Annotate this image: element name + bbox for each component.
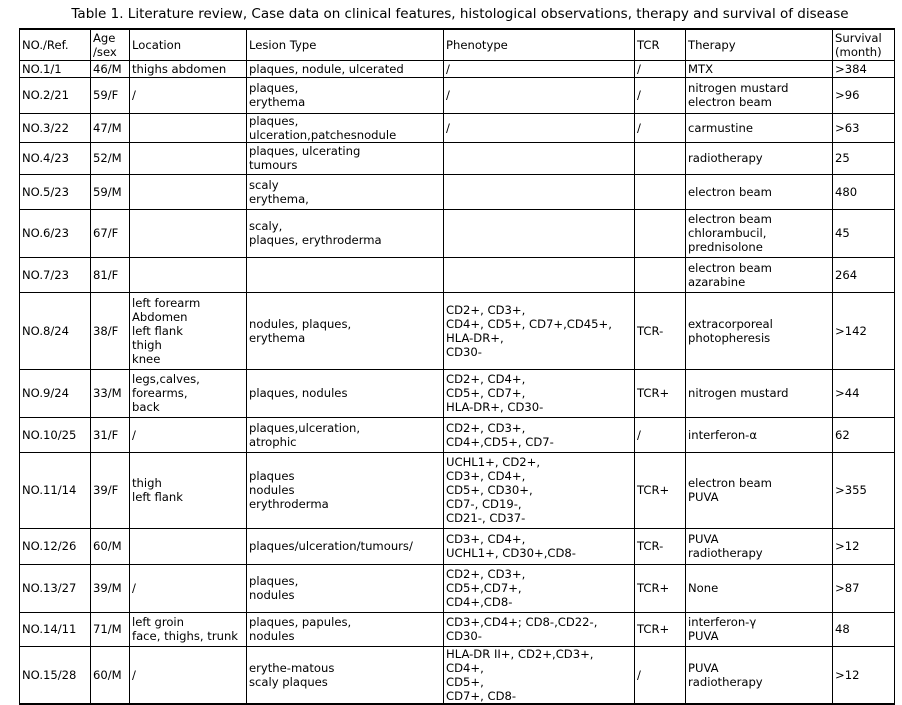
cell-survival: 480 [833,174,895,209]
cell-no-ref: NO.11/14 [20,452,91,528]
cell-therapy: interferon-α [686,417,833,452]
cell-location [130,113,247,142]
cell-tcr: TCR+ [635,612,686,646]
cell-phenotype: / [444,77,635,113]
header-location: Location [130,29,247,60]
cell-location [130,174,247,209]
cell-no-ref: NO.9/24 [20,369,91,417]
cell-therapy: extracorporeal photopheresis [686,292,833,369]
cell-no-ref: NO.14/11 [20,612,91,646]
cell-age-sex: 47/M [91,113,130,142]
cell-therapy: radiotherapy [686,142,833,174]
cell-phenotype: UCHL1+, CD2+, CD3+, CD4+, CD5+, CD30+, CD7-, CD19-, CD21-, CD37- [444,452,635,528]
header-age-sex: Age /sex [91,29,130,60]
cell-age-sex: 38/F [91,292,130,369]
cell-no-ref: NO.2/21 [20,77,91,113]
cell-survival: 264 [833,257,895,292]
cell-location [130,142,247,174]
cell-age-sex: 39/F [91,452,130,528]
cell-survival: 62 [833,417,895,452]
cell-age-sex: 52/M [91,142,130,174]
cell-tcr: TCR- [635,528,686,564]
cell-phenotype: CD2+, CD4+, CD5+, CD7+, HLA-DR+, CD30- [444,369,635,417]
cell-location: left forearm Abdomen left flank thigh knee [130,292,247,369]
cell-lesion-type: erythe-matous scaly plaques [247,646,444,704]
cell-tcr: / [635,646,686,704]
cell-lesion-type: plaques, nodules [247,369,444,417]
cell-survival: 45 [833,209,895,257]
cell-survival: >384 [833,60,895,77]
cell-lesion-type: scaly, plaques, erythroderma [247,209,444,257]
table-row [20,564,895,612]
cell-phenotype: CD2+, CD3+, CD4+, CD5+, CD7+,CD45+, HLA-DR+, CD30- [444,292,635,369]
cell-location [130,257,247,292]
cell-no-ref: NO.4/23 [20,142,91,174]
cell-tcr: TCR+ [635,564,686,612]
header-therapy: Therapy [686,29,833,60]
table-row [20,292,895,369]
table-row [20,257,895,292]
header-no-ref: NO./Ref. [20,29,91,60]
cell-phenotype [444,142,635,174]
cell-tcr [635,257,686,292]
cell-therapy: electron beam chlorambucil, prednisolone [686,209,833,257]
cell-tcr [635,174,686,209]
cell-age-sex: 31/F [91,417,130,452]
cell-no-ref: NO.5/23 [20,174,91,209]
cell-phenotype: / [444,113,635,142]
cell-therapy: nitrogen mustard electron beam [686,77,833,113]
literature-review-table [19,28,895,705]
cell-therapy: electron beam azarabine [686,257,833,292]
cell-age-sex: 59/F [91,77,130,113]
cell-tcr: TCR+ [635,452,686,528]
cell-survival: >12 [833,646,895,704]
cell-location: left groin face, thighs, trunk [130,612,247,646]
cell-location: / [130,417,247,452]
cell-survival: >44 [833,369,895,417]
table-row [20,142,895,174]
cell-lesion-type: plaques,ulceration, atrophic [247,417,444,452]
cell-therapy: electron beam [686,174,833,209]
cell-phenotype [444,209,635,257]
cell-survival: >355 [833,452,895,528]
cell-no-ref: NO.8/24 [20,292,91,369]
cell-no-ref: NO.6/23 [20,209,91,257]
cell-lesion-type: plaques, ulcerating tumours [247,142,444,174]
table-row [20,60,895,77]
cell-survival: >142 [833,292,895,369]
cell-therapy: PUVA radiotherapy [686,646,833,704]
table-row [20,646,895,704]
cell-tcr: / [635,417,686,452]
cell-phenotype: CD3+, CD4+, UCHL1+, CD30+,CD8- [444,528,635,564]
cell-lesion-type: nodules, plaques, erythema [247,292,444,369]
cell-age-sex: 39/M [91,564,130,612]
table-row [20,77,895,113]
cell-phenotype: CD2+, CD3+, CD4+,CD5+, CD7- [444,417,635,452]
cell-location [130,209,247,257]
cell-age-sex: 59/M [91,174,130,209]
header-phenotype: Phenotype [444,29,635,60]
cell-therapy: interferon-γ PUVA [686,612,833,646]
cell-location: / [130,77,247,113]
cell-lesion-type: plaques/ulceration/tumours/ [247,528,444,564]
cell-lesion-type: plaques, erythema [247,77,444,113]
table-row [20,417,895,452]
cell-therapy: PUVA radiotherapy [686,528,833,564]
cell-tcr: / [635,113,686,142]
header-row [20,29,895,60]
table-row [20,528,895,564]
cell-tcr [635,142,686,174]
cell-no-ref: NO.7/23 [20,257,91,292]
table-row [20,174,895,209]
cell-lesion-type: scaly erythema, [247,174,444,209]
cell-lesion-type: plaques, papules, nodules [247,612,444,646]
table-row [20,452,895,528]
cell-location: thigh left flank [130,452,247,528]
table-row [20,209,895,257]
table-caption: Table 1. Literature review, Case data on clinical features, histological observations, therapy and survival of disease [71,6,849,22]
cell-lesion-type [247,257,444,292]
cell-no-ref: NO.10/25 [20,417,91,452]
cell-no-ref: NO.13/27 [20,564,91,612]
cell-no-ref: NO.3/22 [20,113,91,142]
header-survival: Survival (month) [833,29,895,60]
cell-survival: >96 [833,77,895,113]
cell-lesion-type: plaques, nodule, ulcerated [247,60,444,77]
cell-tcr: TCR+ [635,369,686,417]
cell-phenotype: / [444,60,635,77]
cell-therapy: nitrogen mustard [686,369,833,417]
cell-survival: >87 [833,564,895,612]
cell-phenotype: HLA-DR II+, CD2+,CD3+, CD4+, CD5+, CD7+, CD8- [444,646,635,704]
cell-therapy: None [686,564,833,612]
cell-tcr: TCR- [635,292,686,369]
cell-location: legs,calves, forearms, back [130,369,247,417]
cell-age-sex: 46/M [91,60,130,77]
cell-location: / [130,646,247,704]
cell-phenotype [444,257,635,292]
cell-tcr: / [635,60,686,77]
table-row [20,612,895,646]
cell-tcr [635,209,686,257]
cell-survival: >63 [833,113,895,142]
header-tcr: TCR [635,29,686,60]
cell-no-ref: NO.15/28 [20,646,91,704]
cell-age-sex: 60/M [91,646,130,704]
cell-age-sex: 67/F [91,209,130,257]
cell-therapy: MTX [686,60,833,77]
cell-phenotype [444,174,635,209]
table-row [20,369,895,417]
cell-survival: 48 [833,612,895,646]
cell-therapy: electron beam PUVA [686,452,833,528]
cell-survival: 25 [833,142,895,174]
cell-age-sex: 71/M [91,612,130,646]
cell-age-sex: 81/F [91,257,130,292]
cell-location: thighs abdomen [130,60,247,77]
cell-lesion-type: plaques, nodules [247,564,444,612]
cell-no-ref: NO.12/26 [20,528,91,564]
cell-tcr: / [635,77,686,113]
cell-therapy: carmustine [686,113,833,142]
cell-phenotype: CD3+,CD4+; CD8-,CD22-, CD30- [444,612,635,646]
cell-survival: >12 [833,528,895,564]
table-row [20,113,895,142]
cell-no-ref: NO.1/1 [20,60,91,77]
cell-location [130,528,247,564]
cell-location: / [130,564,247,612]
cell-age-sex: 60/M [91,528,130,564]
header-lesion-type: Lesion Type [247,29,444,60]
cell-lesion-type: plaques nodules erythroderma [247,452,444,528]
cell-lesion-type: plaques, ulceration,patchesnodule [247,113,444,142]
cell-phenotype: CD2+, CD3+, CD5+,CD7+, CD4+,CD8- [444,564,635,612]
cell-age-sex: 33/M [91,369,130,417]
